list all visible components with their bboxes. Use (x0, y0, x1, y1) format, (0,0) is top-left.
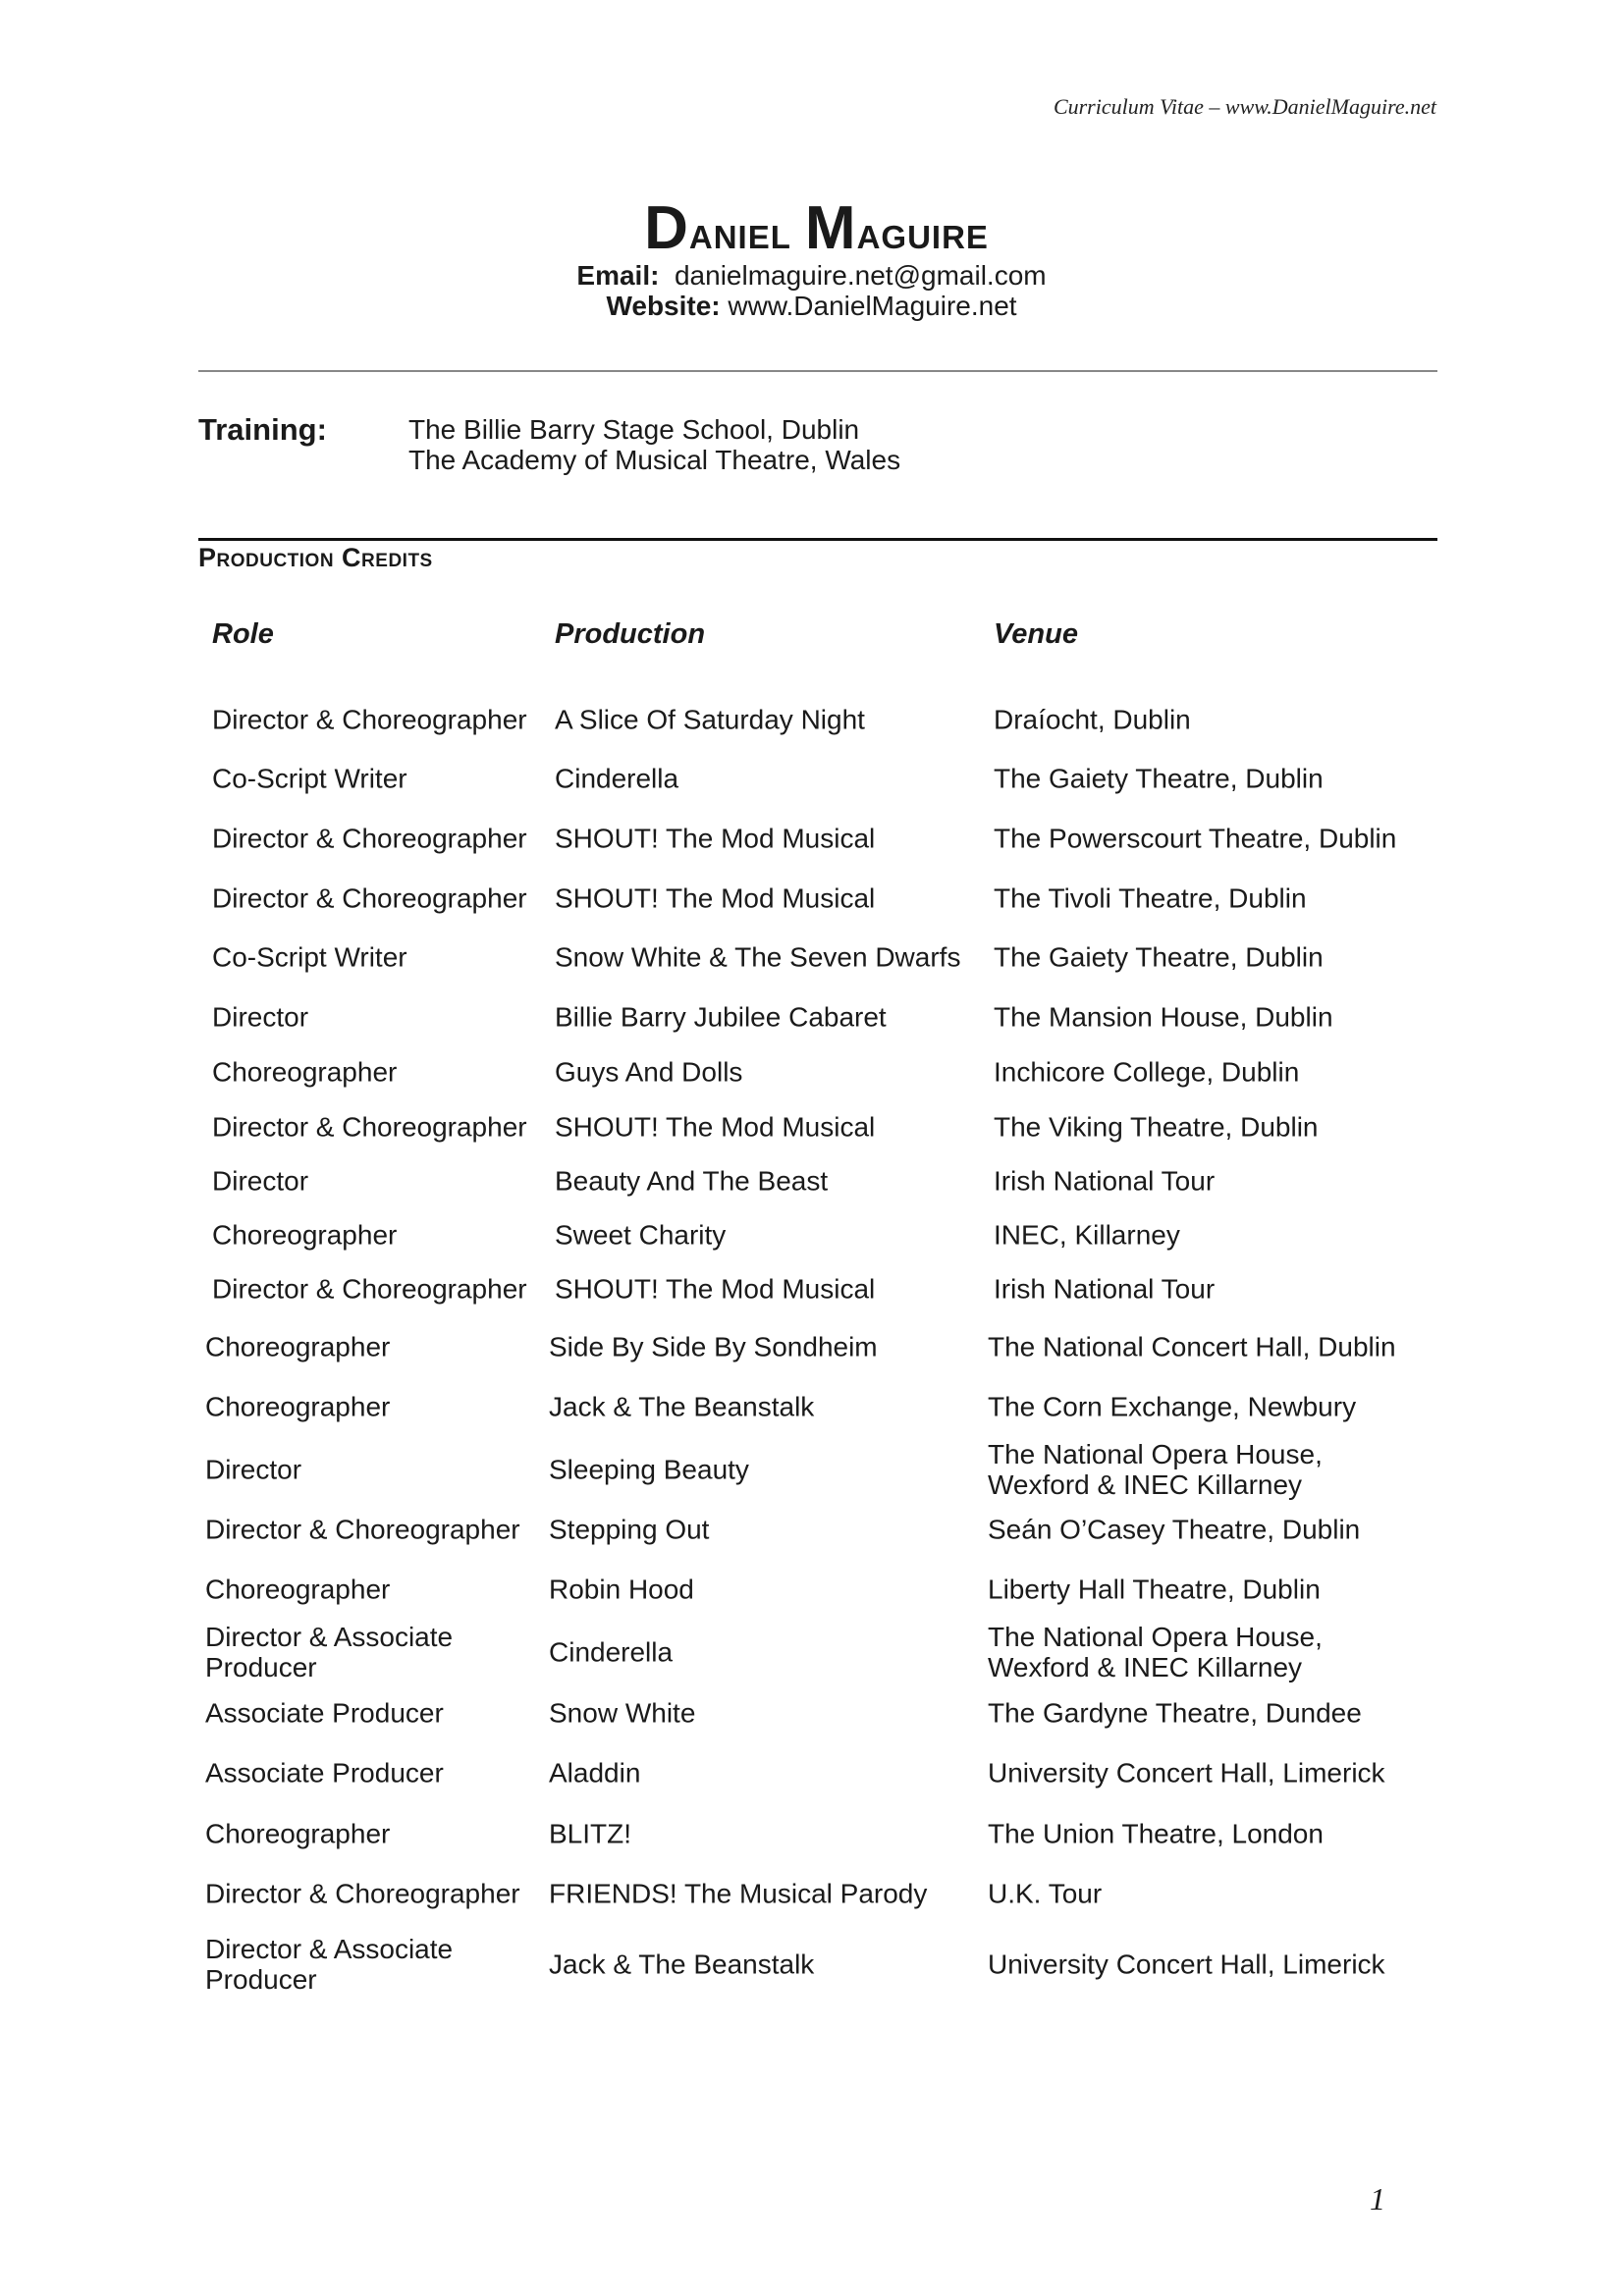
credit-production: Aladdin (549, 1757, 641, 1789)
training-item: The Billie Barry Stage School, Dublin (408, 414, 860, 445)
credit-production: Beauty And The Beast (555, 1165, 829, 1197)
credit-venue: The National Opera House, Wexford & INEC Killarney (988, 1622, 1323, 1682)
credit-venue: The Gardyne Theatre, Dundee (988, 1697, 1362, 1729)
credit-venue: Seán O’Casey Theatre, Dublin (988, 1514, 1361, 1545)
credit-venue: The Tivoli Theatre, Dublin (994, 882, 1307, 914)
credit-role: Director & Choreographer (212, 1111, 527, 1143)
credit-role: Choreographer (212, 1056, 398, 1088)
running-header: Curriculum Vitae – www.DanielMaguire.net (1053, 94, 1436, 119)
credit-production: BLITZ! (549, 1818, 632, 1849)
credit-venue: The Mansion House, Dublin (994, 1001, 1333, 1033)
column-header-role: Role (212, 618, 274, 650)
credit-production: A Slice Of Saturday Night (555, 704, 865, 735)
credit-role: Director & Choreographer (212, 882, 527, 914)
credit-role: Director & Choreographer (205, 1878, 520, 1909)
credit-production: Robin Hood (549, 1574, 694, 1605)
credit-role: Director & Choreographer (205, 1514, 520, 1545)
credit-role: Director & Choreographer (212, 1273, 527, 1305)
credit-production: Sleeping Beauty (549, 1454, 749, 1485)
credit-production: SHOUT! The Mod Musical (555, 882, 876, 914)
training-item: The Academy of Musical Theatre, Wales (408, 445, 901, 475)
website-label: Website: (606, 291, 721, 321)
credit-production: Cinderella (549, 1636, 674, 1668)
credit-production: Sweet Charity (555, 1219, 727, 1251)
credit-venue: The Corn Exchange, Newbury (988, 1391, 1357, 1422)
credit-role: Director & Associate Producer (205, 1622, 454, 1682)
credit-role: Choreographer (205, 1331, 391, 1362)
credit-role: Associate Producer (205, 1757, 444, 1789)
column-header-venue: Venue (994, 618, 1078, 650)
header-divider (198, 370, 1437, 372)
credit-production: FRIENDS! The Musical Parody (549, 1878, 928, 1909)
credit-role: Director (212, 1001, 309, 1033)
credit-venue: The Powerscourt Theatre, Dublin (994, 823, 1397, 854)
credit-production: Cinderella (555, 763, 679, 794)
credit-venue: INEC, Killarney (994, 1219, 1180, 1251)
section-divider (198, 538, 1437, 541)
credit-production: Guys And Dolls (555, 1056, 743, 1088)
credit-role: Co-Script Writer (212, 941, 407, 973)
credit-venue: Inchicore College, Dublin (994, 1056, 1300, 1088)
website-url[interactable]: www.DanielMaguire.net (728, 291, 1017, 321)
credit-venue: The Gaiety Theatre, Dublin (994, 941, 1324, 973)
credit-production: SHOUT! The Mod Musical (555, 823, 876, 854)
credit-venue: U.K. Tour (988, 1878, 1103, 1909)
credit-production: Billie Barry Jubilee Cabaret (555, 1001, 887, 1033)
credit-role: Director (205, 1454, 302, 1485)
credit-production: Side By Side By Sondheim (549, 1331, 878, 1362)
credit-venue: The Gaiety Theatre, Dublin (994, 763, 1324, 794)
credit-role: Choreographer (205, 1818, 391, 1849)
credit-role: Choreographer (212, 1219, 398, 1251)
page-number: 1 (1370, 2181, 1385, 2216)
credit-production: Stepping Out (549, 1514, 710, 1545)
credit-role: Director & Associate Producer (205, 1934, 454, 1995)
credit-production: Snow White (549, 1697, 696, 1729)
profile-header (0, 194, 1623, 321)
credit-production: Jack & The Beanstalk (549, 1391, 815, 1422)
credit-production: SHOUT! The Mod Musical (555, 1111, 876, 1143)
credit-venue: The National Opera House, Wexford & INEC Killarney (988, 1439, 1323, 1500)
training-label: Training: (198, 412, 327, 447)
credit-venue: Irish National Tour (994, 1273, 1216, 1305)
credit-venue: The National Concert Hall, Dublin (988, 1331, 1396, 1362)
website-line (0, 291, 1623, 321)
email-line (0, 260, 1623, 291)
credit-role: Choreographer (205, 1574, 391, 1605)
credit-role: Director (212, 1165, 309, 1197)
training-list (408, 414, 900, 475)
credit-production: SHOUT! The Mod Musical (555, 1273, 876, 1305)
credit-venue: Irish National Tour (994, 1165, 1216, 1197)
candidate-name (10, 194, 1623, 262)
credit-production: Snow White & The Seven Dwarfs (555, 941, 961, 973)
email-address[interactable]: danielmaguire.net@gmail.com (674, 260, 1047, 291)
credit-role: Associate Producer (205, 1697, 444, 1729)
credit-venue: The Viking Theatre, Dublin (994, 1111, 1319, 1143)
credit-production: Jack & The Beanstalk (549, 1949, 815, 1980)
credit-role: Director & Choreographer (212, 704, 527, 735)
credit-venue: Draíocht, Dublin (994, 704, 1191, 735)
section-title-production-credits: Production Credits (198, 543, 433, 572)
column-header-production: Production (555, 618, 706, 650)
credit-role: Co-Script Writer (212, 763, 407, 794)
email-label: Email: (576, 260, 660, 291)
credit-venue: Liberty Hall Theatre, Dublin (988, 1574, 1321, 1605)
credit-venue: University Concert Hall, Limerick (988, 1949, 1385, 1980)
credit-role: Director & Choreographer (212, 823, 527, 854)
candidate-name-text: Daniel Maguire (644, 194, 989, 262)
credit-venue: The Union Theatre, London (988, 1818, 1324, 1849)
credit-venue: University Concert Hall, Limerick (988, 1757, 1385, 1789)
credit-role: Choreographer (205, 1391, 391, 1422)
